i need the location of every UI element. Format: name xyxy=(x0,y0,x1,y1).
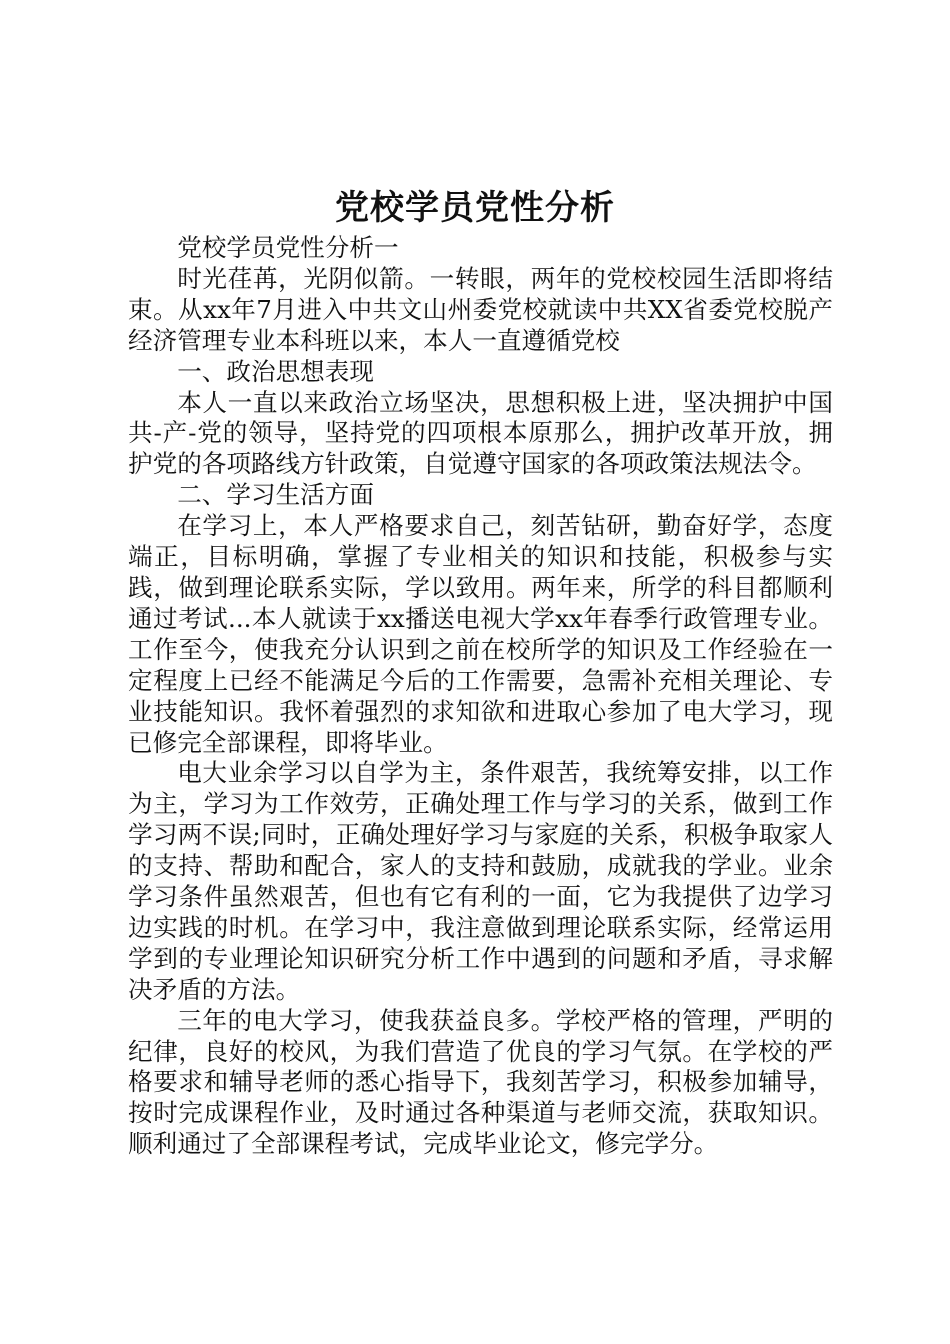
paragraph-three-years: 三年的电大学习，使我获益良多。学校严格的管理，严明的纪律，良好的校风，为我们营造了优良的学习气氛。在学校的严格要求和辅导老师的悉心指导下，我刻苦学习，积极参加辅导，按时完成课程作业，及时通过各种渠道与老师交流，获取知识。顺利通过了全部课程考试，完成毕业论文，修完学分。 xyxy=(128,1005,833,1159)
paragraph-intro: 时光荏苒，光阴似箭。一转眼，两年的党校校园生活即将结束。从xx年7月进入中共文山州委党校就读中共XX省委党校脱产经济管理专业本科班以来，本人一直遵循党校 xyxy=(128,263,833,355)
document-body xyxy=(128,233,833,1160)
section-heading-political: 一、政治思想表现 xyxy=(177,356,374,386)
paragraph-study: 在学习上，本人严格要求自己，刻苦钻研，勤奋好学，态度端正，目标明确，掌握了专业相关的知识和技能，积极参与实践，做到理论联系实际，学以致用。两年来，所学的科目都顺利通过考试...本人就读于xx播送电视大学xx年春季行政管理专业。工作至今，使我充分认识到之前在校所学的知识及工作经验在一定程度上已经不能满足今后的工作需要，急需补充相关理论、专业技能知识。我怀着强烈的求知欲和进取心参加了电大学习，现已修完全部课程，即将毕业。 xyxy=(128,511,833,757)
section-heading-study: 二、学习生活方面 xyxy=(177,480,374,510)
document-title: 党校学员党性分析 xyxy=(335,188,615,228)
paragraph-political: 本人一直以来政治立场坚决，思想积极上进，坚决拥护中国共-产-党的领导，坚持党的四项根本原那么，拥护改革开放，拥护党的各项路线方针政策，自觉遵守国家的各项政策法规法令。 xyxy=(128,387,833,479)
paragraph-parttime-study: 电大业余学习以自学为主，条件艰苦，我统筹安排，以工作为主，学习为工作效劳，正确处理工作与学习的关系，做到工作学习两不误;同时，正确处理好学习与家庭的关系，积极争取家人的支持、帮助和配合，家人的支持和鼓励，成就我的学业。业余学习条件虽然艰苦，但也有它有利的一面，它为我提供了边学习边实践的时机。在学习中，我注意做到理论联系实际，经常运用学到的专业理论知识研究分析工作中遇到的问题和矛盾，寻求解决矛盾的方法。 xyxy=(128,758,833,1004)
paragraph-subtitle: 党校学员党性分析一 xyxy=(177,233,399,262)
